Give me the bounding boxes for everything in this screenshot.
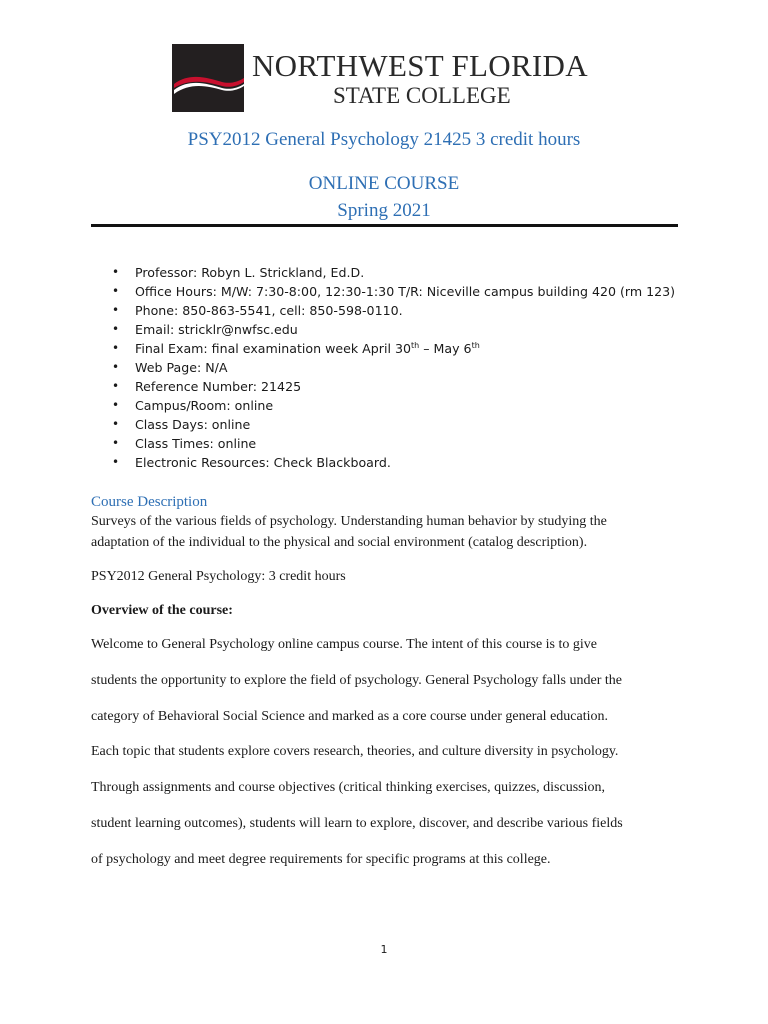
course-description-line: Surveys of the various fields of psychology. Understanding human behavior by studying the: [91, 514, 607, 529]
overview-line: category of Behavioral Social Science and marked as a core course under general education.: [91, 708, 608, 724]
logo-text-line1: NORTHWEST FLORIDA: [252, 48, 588, 83]
credit-hours-line: PSY2012 General Psychology: 3 credit hours: [91, 569, 346, 584]
overview-line: Each topic that students explore covers research, theories, and culture diversity in psychology.: [91, 744, 619, 760]
course-description-text: [91, 511, 691, 553]
overview-line: student learning outcomes), students will learn to explore, discover, and describe various fields: [91, 815, 623, 831]
course-type: ONLINE COURSE: [308, 173, 460, 194]
bullet-icon: •: [112, 417, 120, 431]
logo-text-line2: STATE COLLEGE: [333, 83, 511, 108]
professor-text: Professor: Robyn L. Strickland, Ed.D.: [135, 265, 365, 280]
bullet-icon: •: [112, 322, 120, 336]
list-item-electronic-resources: [112, 454, 675, 473]
list-item-office-hours: [112, 283, 675, 302]
class-times-text: Class Times: online: [135, 436, 257, 451]
email-text: Email: stricklr@nwfsc.edu: [135, 322, 298, 337]
bullet-icon: •: [112, 360, 120, 374]
campus-room-text: Campus/Room: online: [135, 398, 274, 413]
final-exam-sup-2: th: [471, 340, 480, 350]
course-info-list: [112, 264, 675, 473]
semester: Spring 2021: [337, 200, 431, 221]
bullet-icon: •: [112, 398, 120, 412]
bullet-icon: •: [112, 265, 120, 279]
bullet-icon: •: [112, 379, 120, 393]
course-description-heading: Course Description: [91, 494, 208, 510]
overview-line: students the opportunity to explore the field of psychology. General Psychology falls under the: [91, 672, 622, 688]
bullet-icon: •: [112, 436, 120, 450]
list-item-class-times: [112, 435, 675, 454]
page-number: 1: [380, 943, 388, 956]
phone-text: Phone: 850-863-5541, cell: 850-598-0110.: [135, 303, 403, 318]
class-days-text: Class Days: online: [135, 417, 251, 432]
bullet-icon: •: [112, 455, 120, 469]
list-item-phone: [112, 302, 675, 321]
bullet-icon: •: [112, 303, 120, 317]
bullet-icon: •: [112, 341, 120, 355]
college-logo-mark-icon: [172, 44, 244, 112]
list-item-professor: [112, 264, 675, 283]
overview-line: Through assignments and course objectives (critical thinking exercises, quizzes, discussion,: [91, 780, 605, 796]
list-item-campus-room: [112, 397, 675, 416]
list-item-web-page: [112, 359, 675, 378]
overview-paragraph: [91, 627, 691, 878]
reference-number-text: Reference Number: 21425: [135, 379, 302, 394]
course-description-line: adaptation of the individual to the physical and social environment (catalog description).: [91, 535, 588, 550]
bullet-icon: •: [112, 284, 120, 298]
list-item-final-exam: [112, 340, 675, 359]
college-logo: [166, 44, 606, 114]
list-item-reference-number: [112, 378, 675, 397]
electronic-resources-text: Electronic Resources: Check Blackboard.: [135, 455, 391, 470]
office-hours-text: Office Hours: M/W: 7:30-8:00, 12:30-1:30 T/R: Niceville campus building 420 (rm 123): [135, 284, 676, 299]
list-item-email: [112, 321, 675, 340]
overview-line: Welcome to General Psychology online campus course. The intent of this course is to give: [91, 637, 597, 652]
overview-heading: Overview of the course:: [91, 603, 233, 618]
course-title: PSY2012 General Psychology 21425 3 credit hours: [187, 129, 581, 150]
final-exam-text: Final Exam: final examination week April 30: [135, 341, 411, 356]
final-exam-sup-1: th: [411, 340, 420, 350]
final-exam-middle: – May 6: [419, 341, 472, 356]
list-item-class-days: [112, 416, 675, 435]
web-page-text: Web Page: N/A: [135, 360, 228, 375]
header-divider: [91, 224, 678, 227]
overview-line: of psychology and meet degree requirements for specific programs at this college.: [91, 851, 551, 867]
